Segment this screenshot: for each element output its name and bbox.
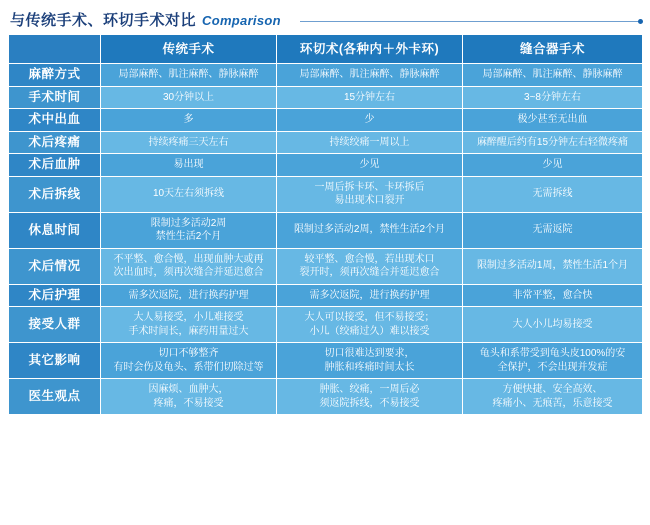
cell-line: 需多次返院，进行换药护理	[128, 289, 249, 301]
table-cell	[463, 307, 643, 343]
column-header-stapler: 缝合器手术	[463, 35, 643, 64]
cell-line: 15分钟左右	[343, 91, 396, 103]
cell-line: 30分钟以上	[162, 91, 215, 103]
table-row	[9, 64, 643, 87]
table-cell	[277, 379, 463, 415]
cell-line: 须返院拆线，不易接受	[319, 397, 420, 409]
cell-line: 持续绞痛一周以上	[329, 136, 410, 148]
table-cell	[277, 176, 463, 212]
row-label: 术后拆线	[9, 176, 101, 212]
cell-line: 全保护，不会出现并发症	[497, 361, 608, 373]
table-body	[9, 64, 643, 415]
cell-line: 手术时间长，麻药用量过大	[128, 325, 249, 337]
cell-line: 不平整、愈合慢，出现血肿大或再	[113, 253, 264, 265]
cell-line: 局部麻醉、肌注麻醉、静脉麻醉	[118, 69, 259, 80]
table-cell	[101, 154, 277, 177]
table-row	[9, 248, 643, 284]
table-cell	[463, 284, 643, 307]
table-row	[9, 307, 643, 343]
table-cell	[101, 86, 277, 109]
title-chinese: 与传统手术、环切手术对比	[10, 12, 197, 29]
cell-line: 少	[364, 114, 375, 125]
table-cell	[101, 343, 277, 379]
cell-line: 持续疼痛三天左右	[148, 136, 229, 148]
table-cell	[463, 248, 643, 284]
cell-line: 方便快捷、安全高效、	[502, 384, 603, 395]
table-row	[9, 131, 643, 154]
title-divider-line	[300, 21, 642, 22]
table-corner-cell	[9, 35, 101, 64]
cell-line: 少见	[359, 159, 380, 170]
table-cell	[101, 212, 277, 248]
table-cell	[277, 248, 463, 284]
table-cell	[277, 86, 463, 109]
cell-line: 易出现	[173, 159, 204, 170]
cell-line: 非常平整，愈合快	[512, 289, 593, 301]
cell-line: 麻醉醒后约有15分钟左右轻微疼痛	[476, 136, 629, 148]
table-cell	[463, 212, 643, 248]
cell-line: 因麻烦、血肿大，	[148, 384, 229, 395]
column-header-ring: 环切术(各种内＋外卡环)	[277, 35, 463, 64]
cell-line: 有时会伤及龟头、系带们切除过等	[113, 361, 264, 373]
column-header-traditional: 传统手术	[101, 35, 277, 64]
row-label: 术后血肿	[9, 154, 101, 177]
table-cell	[101, 64, 277, 87]
cell-line: 次出血时，须再次缝合并延迟愈合	[113, 267, 264, 278]
row-label: 术后情况	[9, 248, 101, 284]
table-row	[9, 284, 643, 307]
table-cell	[463, 131, 643, 154]
cell-line: 多	[183, 114, 194, 125]
cell-line: 疼痛小、无痕苦，乐意接受	[492, 397, 613, 409]
table-cell	[463, 154, 643, 177]
table-cell	[101, 131, 277, 154]
row-label: 麻醉方式	[9, 64, 101, 87]
cell-line: 大人小儿均易接受	[512, 318, 593, 330]
table-cell	[277, 154, 463, 177]
cell-line: 限制过多活动2周	[150, 217, 227, 229]
table-row	[9, 154, 643, 177]
table-cell	[277, 109, 463, 132]
table-cell	[101, 176, 277, 212]
cell-line: 龟头和系带受到龟头皮100%的安	[479, 348, 626, 359]
cell-line: 大人易接受，小儿难接受	[133, 312, 244, 323]
cell-line: 禁性生活2个月	[155, 231, 222, 242]
comparison-table-wrapper	[8, 34, 642, 415]
table-cell	[101, 109, 277, 132]
cell-line: 极少甚至无出血	[517, 114, 588, 125]
table-row	[9, 212, 643, 248]
cell-line: 限制过多活动2周，禁性生活2个月	[293, 224, 446, 236]
table-cell	[277, 131, 463, 154]
row-label: 其它影响	[9, 343, 101, 379]
table-cell	[463, 86, 643, 109]
cell-line: 肿胀和疼痛时间太长	[324, 361, 415, 373]
row-label: 医生观点	[9, 379, 101, 415]
cell-line: 需多次返院，进行换药护理	[309, 289, 430, 301]
table-cell	[277, 64, 463, 87]
cell-line: 易出现术口裂开	[334, 195, 405, 206]
cell-line: 无需拆线	[532, 188, 573, 200]
cell-line: 局部麻醉、肌注麻醉、静脉麻醉	[482, 69, 623, 80]
table-cell	[463, 176, 643, 212]
table-cell	[277, 212, 463, 248]
cell-line: 小儿（绞痛过久）难以接受	[309, 325, 430, 337]
title-english: Comparison	[202, 13, 281, 28]
cell-line: 3~8分钟左右	[524, 91, 581, 103]
cell-line: 疼痛，不易接受	[153, 397, 224, 409]
table-cell	[101, 248, 277, 284]
table-cell	[277, 307, 463, 343]
cell-line: 较平整、愈合慢，若出现术口	[304, 253, 435, 265]
cell-line: 切口不够整齐	[158, 348, 219, 359]
table-row	[9, 109, 643, 132]
page-title	[0, 0, 650, 34]
cell-line: 限制过多活动1周，禁性生活1个月	[476, 260, 629, 272]
table-cell	[463, 343, 643, 379]
table-row	[9, 176, 643, 212]
table-row	[9, 379, 643, 415]
table-cell	[101, 284, 277, 307]
row-label: 术后护理	[9, 284, 101, 307]
cell-line: 一周后拆卡环、卡环拆后	[314, 181, 425, 193]
cell-line: 少见	[542, 159, 563, 170]
row-label: 休息时间	[9, 212, 101, 248]
row-label: 手术时间	[9, 86, 101, 109]
table-row	[9, 343, 643, 379]
comparison-table	[8, 34, 643, 415]
cell-line: 肿胀、绞痛，一周后必	[319, 384, 420, 395]
table-cell	[463, 64, 643, 87]
cell-line: 无需返院	[532, 224, 573, 236]
cell-line: 局部麻醉、肌注麻醉、静脉麻醉	[299, 69, 440, 80]
row-label: 接受人群	[9, 307, 101, 343]
table-cell	[277, 343, 463, 379]
table-cell	[463, 379, 643, 415]
table-cell	[101, 307, 277, 343]
cell-line: 大人可以接受，但不易接受；	[304, 312, 435, 323]
table-cell	[277, 284, 463, 307]
table-row	[9, 86, 643, 109]
cell-line: 切口很难达到要求，	[324, 348, 415, 359]
cell-line: 10天左右须拆线	[152, 188, 225, 200]
row-label: 术中出血	[9, 109, 101, 132]
table-cell	[101, 379, 277, 415]
table-header	[9, 35, 643, 64]
row-label: 术后疼痛	[9, 131, 101, 154]
table-cell	[463, 109, 643, 132]
cell-line: 裂开时，须再次缝合并延迟愈合	[299, 267, 440, 278]
table-header-row	[9, 35, 643, 64]
